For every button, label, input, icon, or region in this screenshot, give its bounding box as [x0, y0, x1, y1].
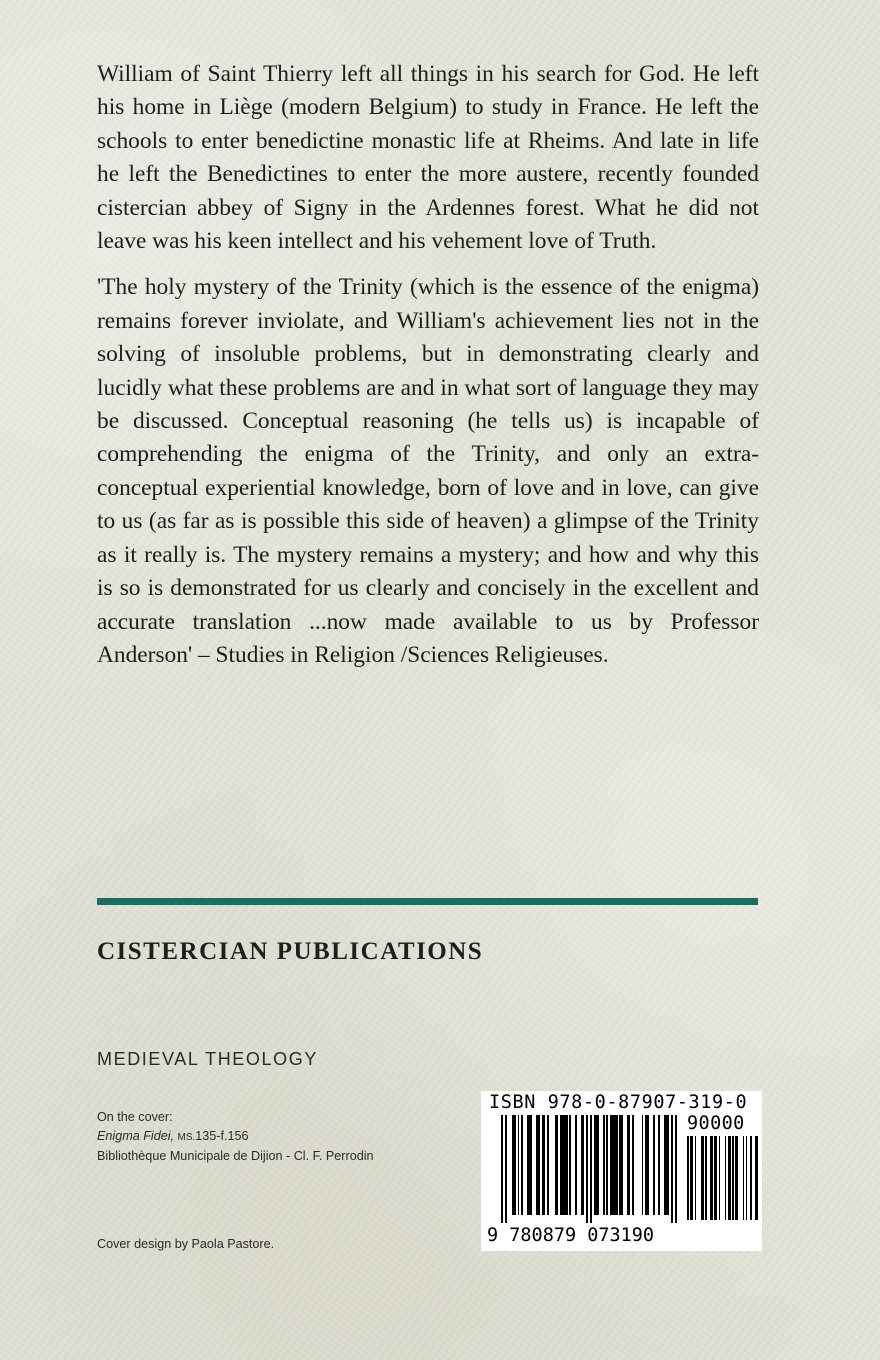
barcode-bar [735, 1136, 738, 1220]
isbn-label: ISBN 978-0-87907-319-0 [489, 1092, 748, 1113]
barcode-bar [501, 1115, 503, 1223]
publisher-name: CISTERCIAN PUBLICATIONS [97, 938, 484, 965]
barcode-bar [750, 1136, 752, 1220]
back-cover-blurb [97, 58, 759, 685]
cover-credit [97, 1108, 374, 1166]
ean-digits: 9 780879 073190 [487, 1225, 655, 1246]
barcode-bar [603, 1115, 605, 1215]
cover-credit-title: Enigma Fidei, [97, 1128, 174, 1143]
addon-barcode-bars [687, 1136, 753, 1220]
barcode-bar [728, 1136, 731, 1220]
ean-barcode-bars [501, 1115, 677, 1223]
barcode-bar [569, 1115, 571, 1215]
barcode-bar [645, 1115, 649, 1215]
barcode-bar [743, 1136, 745, 1220]
barcode-bar [590, 1115, 592, 1223]
barcode-bar [671, 1115, 673, 1223]
barcode-bar [695, 1136, 697, 1220]
barcode-bar [527, 1115, 533, 1215]
barcode-bar [687, 1136, 689, 1220]
barcode-bar [606, 1115, 608, 1215]
cover-credit-source [97, 1127, 374, 1148]
barcode-bar [505, 1115, 507, 1223]
barcode-bar [690, 1136, 693, 1220]
barcode-bar [653, 1115, 655, 1215]
barcode-bar [542, 1115, 546, 1215]
barcode-bar [536, 1115, 540, 1215]
price-code: 90000 [687, 1113, 745, 1134]
blurb-paragraph-2: 'The holy mystery of the Trinity (which is the essence of the enigma) remains forever inviolate, and William's achievement lies not in the solving of insoluble problems, but in demonstrating clearly and lucidly what these problems are and in what sort of language they may be discussed. Conceptual reasoning (he tells us) is incapable of comprehending the enigma of the Trinity, and only an extra-conceptual experiential knowledge, born of love and in love, can give to us (as far as is possible this side of heaven) a glimpse of the Trinity as it really is. The mystery remains a mystery; and how and why this is so is demonstrated for us clearly and concisely in the excellent and accurate translation ...now made available to us by Professor Anderson' – Studies in Religion /Sciences Religieuses. [97, 274, 759, 668]
cover-credit-shelfmark: 135-f.156 [195, 1128, 249, 1143]
barcode-bar [664, 1115, 670, 1215]
barcode-bar [560, 1115, 567, 1215]
barcode-bar [732, 1136, 734, 1220]
cover-credit-ms: MS. [177, 1131, 196, 1143]
barcode-bar [705, 1136, 707, 1220]
barcode-bar [642, 1115, 644, 1215]
divider-rule [97, 898, 758, 905]
barcode-bar [725, 1136, 727, 1220]
barcode-bar [675, 1115, 677, 1223]
barcode-bar [755, 1136, 758, 1220]
barcode-bar [627, 1115, 631, 1215]
barcode-bar [518, 1115, 520, 1215]
series-label: MEDIEVAL THEOLOGY [97, 1049, 318, 1069]
barcode-bar [586, 1115, 588, 1223]
cover-credit-library: Bibliothèque Municipale de Dijion - Cl. F. Perrodin [97, 1149, 374, 1163]
design-credit: Cover design by Paola Pastore. [97, 1237, 275, 1251]
isbn-barcode [481, 1091, 762, 1251]
barcode-bar [710, 1136, 713, 1220]
barcode-bar [619, 1115, 623, 1215]
barcode-bar [632, 1115, 634, 1215]
barcode-bar [610, 1115, 617, 1215]
barcode-bar [714, 1136, 717, 1220]
barcode-bar [512, 1115, 516, 1215]
barcode-bar [746, 1136, 748, 1220]
barcode-bar [719, 1136, 721, 1220]
barcode-bar [575, 1115, 577, 1215]
barcode-bar [547, 1115, 549, 1215]
barcode-bar [581, 1115, 585, 1215]
barcode-bar [658, 1115, 660, 1215]
blurb-paragraph-1: William of Saint Thierry left all things in his search for God. He left his home in Liège (modern Belgium) to study in France. He left the schools to enter benedictine monastic life at Rheims. And late in life he left the Benedictines to enter the more austere, recently founded cistercian abbey of Signy in the Ardennes forest. What he did not leave was his keen intellect and his vehement love of Truth. [97, 61, 759, 255]
cover-credit-heading: On the cover: [97, 1110, 173, 1124]
barcode-bar [555, 1115, 559, 1215]
barcode-bar [594, 1115, 600, 1215]
barcode-bar [521, 1115, 523, 1215]
barcode-bar [701, 1136, 704, 1220]
